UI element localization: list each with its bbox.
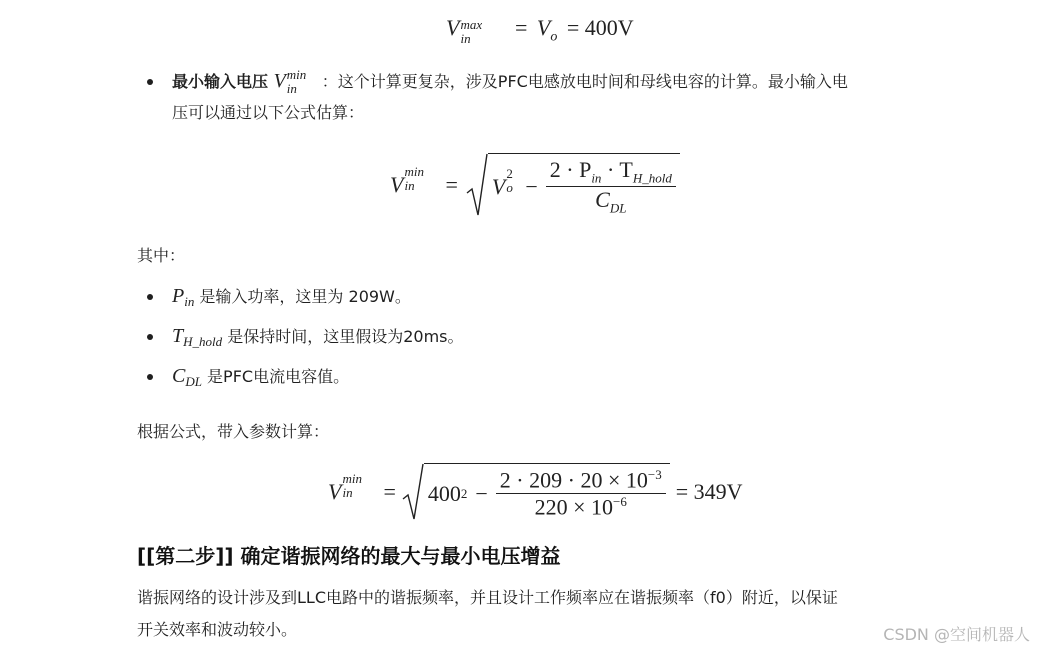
equals-sign: = (383, 479, 396, 504)
var-t: T (172, 325, 184, 347)
minus-sign: − (525, 173, 538, 199)
subscript: in (342, 485, 353, 500)
bullet-icon (147, 294, 153, 300)
subscript: in (460, 31, 471, 46)
numerator: $2 \cdot 209 \cdot 20 \times 10^{-3}$ (499, 466, 662, 492)
description-text: ：这个计算更复杂，涉及PFC电感放电时间和母线电容的计算。最小输入电 (321, 72, 848, 91)
paragraph-line-2: 开关效率和波动较小。 (137, 620, 298, 639)
list-item-thold (172, 322, 464, 356)
minus-sign: − (475, 480, 488, 506)
var-v: V (328, 479, 342, 504)
subscript: o (506, 179, 513, 195)
radical-sign-icon (466, 153, 488, 217)
bullet-icon (147, 374, 153, 380)
base-value: 400 (427, 480, 461, 506)
var-v: V (536, 15, 551, 40)
numerator: $2 \cdot P_{in} \cdot T_{H\_hold}$ (549, 156, 672, 185)
subscript: in (184, 294, 195, 310)
superscript: 2 (506, 165, 513, 181)
list-item-pin (172, 282, 411, 316)
fraction (496, 467, 666, 521)
equation-result: = 349V (675, 479, 743, 504)
var-v: V (446, 15, 460, 40)
where-label: 其中： (137, 246, 186, 265)
superscript: 2 (460, 485, 468, 501)
list-item-continuation: 压可以通过以下公式估算： (172, 103, 365, 122)
subscript: in (286, 81, 297, 96)
equation-vin-min-formula (390, 150, 680, 220)
paragraph-line-1: 谐振网络的设计涉及到LLC电路中的谐振频率，并且设计工作频率应在谐振频率（f0）附近，以保证 (137, 588, 838, 607)
square-root (466, 153, 680, 217)
section-heading: [[第二步]] 确定谐振网络的最大与最小电压增益 (137, 544, 561, 568)
definition-text: 是PFC电流电容值。 (201, 367, 350, 386)
denominator: $220 \times 10^{-6}$ (496, 493, 666, 520)
bullet-icon (147, 79, 153, 85)
equation-result: = 400V (566, 15, 634, 40)
bullet-icon (147, 334, 153, 340)
denominator: $C_{DL}$ (546, 186, 676, 216)
fraction (546, 157, 676, 217)
subscript: in (404, 178, 415, 193)
equals-sign: = (514, 15, 528, 40)
subscript: o (550, 29, 558, 45)
var-v: V (273, 70, 286, 92)
equation-vin-max (446, 12, 634, 53)
equation-vin-min-calc (328, 462, 743, 522)
list-item-cdl (172, 362, 349, 396)
var-c: C (172, 365, 186, 387)
subscript: DL (185, 374, 202, 390)
radical-sign-icon (402, 463, 424, 521)
superscript: min (286, 67, 307, 82)
definition-text: 是保持时间，这里假设为20ms。 (222, 327, 464, 346)
bold-label: 最小输入电压 (172, 72, 274, 91)
watermark: CSDN @空间机器人 (883, 625, 1030, 644)
var-p: P (172, 285, 185, 307)
equals-sign: = (445, 172, 458, 197)
superscript: max (460, 17, 483, 32)
list-item-min-voltage (172, 67, 848, 96)
var-v: V (390, 172, 404, 197)
var-v: V (491, 173, 506, 199)
superscript: min (404, 164, 424, 179)
square-root (402, 463, 670, 521)
definition-text: 是输入功率，这里为 209W。 (194, 287, 411, 306)
subscript: H_hold (183, 334, 223, 350)
superscript: min (342, 471, 362, 486)
calculation-label: 根据公式，带入参数计算： (137, 422, 330, 441)
